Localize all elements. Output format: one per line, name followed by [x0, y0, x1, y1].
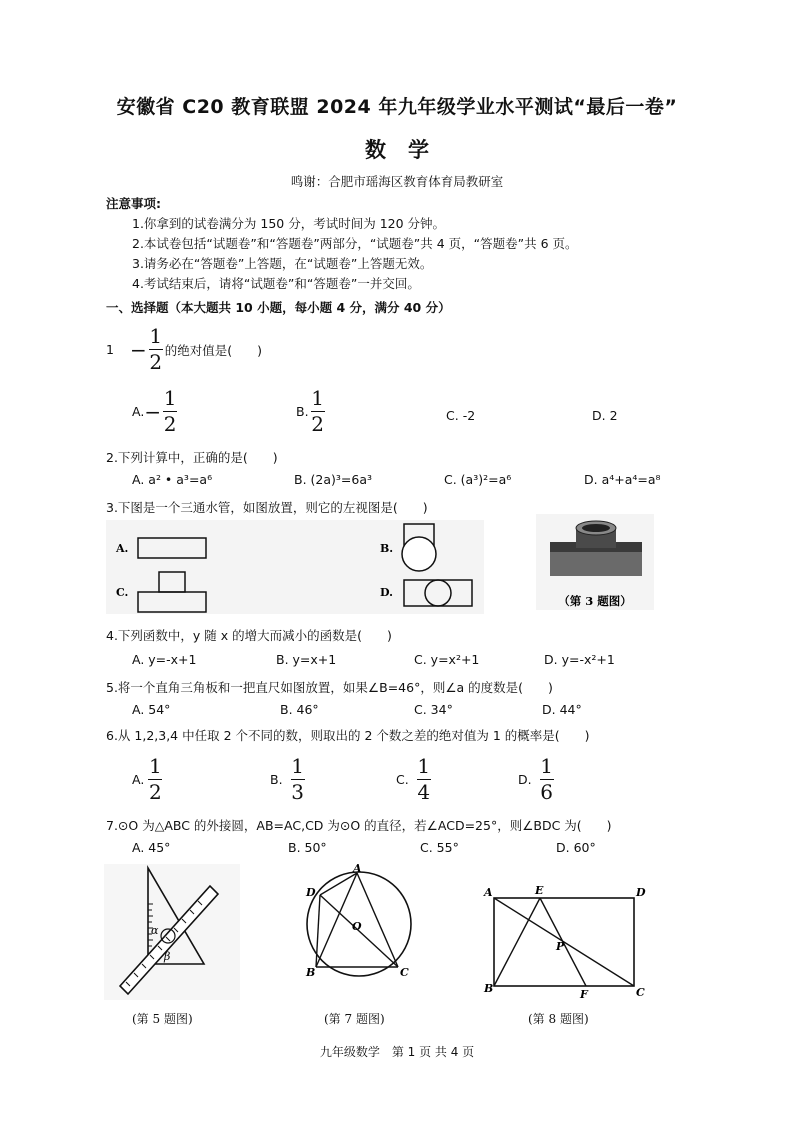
notice-item-2: 2.本试卷包括“试题卷”和“答题卷”两部分，“试题卷”共 4 页，“答题卷”共 6 页。	[132, 236, 578, 251]
fraction	[540, 756, 554, 803]
notice-item-3: 3.请务必在“答题卷”上答题，在“试题卷”上答题无效。	[132, 256, 433, 271]
point-p-label: P	[556, 940, 565, 953]
acknowledgement: 鸣谢：合肥市瑶海区教育体育局教研室	[290, 174, 504, 189]
point-f-label: F	[580, 988, 588, 1001]
option-a-label: A.	[116, 542, 129, 555]
question-3-stem: 3.下图是一个三通水管，如图放置，则它的左视图是( )	[106, 500, 428, 515]
question-stem: 的绝对值是( )	[164, 342, 262, 358]
figure-5	[104, 864, 240, 1000]
question-number: 1	[106, 342, 114, 357]
q5-option-d: D. 44°	[542, 702, 582, 717]
q6-option-d	[518, 756, 554, 803]
q7-option-a: A. 45°	[132, 840, 171, 855]
point-e-label: E	[535, 884, 544, 897]
denominator: 4	[417, 780, 431, 804]
fraction	[291, 756, 305, 803]
question-2-stem: 2.下列计算中，正确的是( )	[106, 450, 278, 465]
numerator: 1	[311, 386, 324, 410]
option-d-shape	[404, 580, 472, 606]
numerator: 1	[417, 754, 431, 778]
denominator: 3	[291, 780, 304, 804]
section-heading: 一、选择题（本大题共 10 小题，每小题 4 分，满分 40 分）	[106, 300, 451, 315]
q7-option-d: D. 60°	[556, 840, 596, 855]
q6-option-a	[132, 756, 162, 803]
figure-8-caption: (第 8 题图)	[528, 1012, 589, 1026]
q6-option-b	[270, 756, 305, 803]
point-c-label: C	[400, 966, 409, 979]
option-c-shape	[138, 572, 206, 612]
q1-option-c	[446, 408, 475, 423]
fraction	[417, 756, 431, 803]
point-b-label: B	[484, 982, 494, 995]
notice-item-1: 1.你拿到的试卷满分为 150 分，考试时间为 120 分钟。	[132, 216, 446, 231]
notice-heading: 注意事项:	[106, 196, 161, 211]
q7-option-b: B. 50°	[288, 840, 327, 855]
option-label: A.	[132, 404, 145, 419]
numerator: 1	[149, 324, 163, 348]
q5-option-b: B. 46°	[280, 702, 319, 717]
subject-title: 数学	[365, 138, 451, 162]
q2-option-c: C. (a³)²=a⁶	[444, 472, 512, 487]
point-a-label: A	[353, 862, 362, 875]
question-4-stem: 4.下列函数中，y 随 x 的增大而减小的函数是( )	[106, 628, 392, 643]
option-label: C.	[396, 772, 409, 787]
figure-7	[296, 862, 422, 986]
q4-option-c: C. y=x²+1	[414, 652, 480, 667]
point-o-label: O	[352, 920, 362, 933]
option-label: D.	[592, 408, 606, 423]
q1-option-a	[132, 388, 177, 435]
option-label: B.	[270, 772, 283, 787]
q4-option-d: D. y=-x²+1	[544, 652, 615, 667]
page-footer: 九年级数学 第 1 页 共 4 页	[319, 1045, 475, 1059]
point-d-label: D	[306, 886, 316, 899]
q6-option-c	[396, 756, 431, 803]
numerator: 1	[148, 754, 162, 778]
minus-sign: −	[129, 337, 147, 362]
denominator: 6	[540, 780, 553, 804]
denominator: 2	[311, 412, 324, 436]
figure-8	[480, 884, 650, 1002]
question-5-stem: 5.将一个直角三角板和一把直尺如图放置，如果∠B=46°，则∠a 的度数是( )	[106, 680, 553, 695]
fraction	[311, 388, 325, 435]
option-label: D.	[518, 772, 532, 787]
question-7-stem: 7.⊙O 为△ABC 的外接圆，AB=AC,CD 为⊙O 的直径，若∠ACD=25°，则∠BDC 为( )	[106, 818, 612, 833]
figure-7-caption: (第 7 题图)	[324, 1012, 385, 1026]
denominator: 2	[148, 780, 162, 804]
notice-item-4: 4.考试结束后，请将“试题卷”和“答题卷”一并交回。	[132, 276, 420, 291]
option-b-shape	[402, 524, 436, 571]
q4-option-b: B. y=x+1	[276, 652, 337, 667]
exam-title: 安徽省 C20 教育联盟 2024 年九年级学业水平测试“最后一卷”	[116, 96, 678, 118]
numerator: 1	[291, 754, 304, 778]
point-c-label: C	[636, 986, 645, 999]
alpha-label: α	[151, 924, 159, 937]
q3-pipe-figure	[536, 514, 654, 610]
q1-option-d	[592, 408, 618, 423]
point-d-label: D	[636, 886, 646, 899]
q4-option-a: A. y=-x+1	[132, 652, 197, 667]
numerator: 1	[163, 386, 177, 410]
q2-option-a: A. a² • a³=a⁶	[132, 472, 213, 487]
question-1	[106, 326, 262, 373]
q2-option-b: B. (2a)³=6a³	[294, 472, 372, 487]
fraction	[148, 756, 162, 803]
point-b-label: B	[306, 966, 316, 979]
denominator: 2	[149, 350, 163, 374]
q1-option-b	[296, 388, 325, 435]
numerator: 1	[540, 754, 553, 778]
q5-option-c: C. 34°	[414, 702, 453, 717]
q3-options-figure	[106, 520, 484, 614]
option-d-label: D.	[380, 586, 393, 599]
fraction	[163, 388, 177, 435]
beta-label: β	[164, 950, 171, 963]
q5-option-a: A. 54°	[132, 702, 171, 717]
q3-figure-caption: （第 3 题图）	[558, 594, 632, 608]
option-text: 2	[609, 408, 618, 423]
point-a-label: A	[484, 886, 493, 899]
fraction	[149, 326, 163, 373]
option-b-label: B.	[380, 542, 394, 555]
option-label: C.	[446, 408, 459, 423]
option-text: -2	[462, 408, 476, 423]
option-c-label: C.	[116, 586, 129, 599]
question-6-stem: 6.从 1,2,3,4 中任取 2 个不同的数，则取出的 2 个数之差的绝对值为 1 的概率是( )	[106, 728, 590, 743]
option-label: B.	[296, 404, 309, 419]
denominator: 2	[163, 412, 177, 436]
q2-option-d: D. a⁴+a⁴=a⁸	[584, 472, 661, 487]
minus-sign: −	[144, 399, 162, 424]
option-label: A.	[132, 772, 145, 787]
q7-option-c: C. 55°	[420, 840, 459, 855]
option-a-shape	[138, 538, 206, 558]
figure-5-caption: (第 5 题图)	[132, 1012, 193, 1026]
